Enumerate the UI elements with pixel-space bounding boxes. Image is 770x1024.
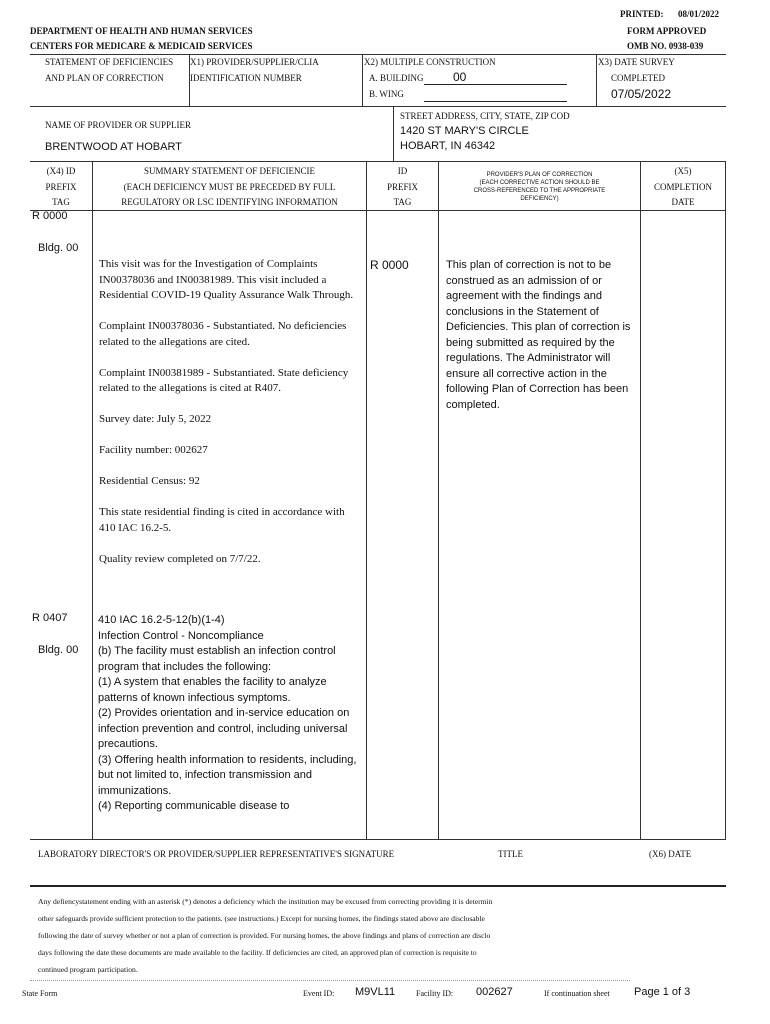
date-label: (X6) DATE [649, 849, 692, 859]
regulation-text: (2) Provides orientation and in-service education on infection prevention and control, including universal precautions. [98, 707, 350, 750]
omb-number: OMB NO. 0938-039 [627, 41, 704, 51]
id-tag-label: TAG [393, 197, 412, 207]
provider-id-label: X1) PROVIDER/SUPPLIER/CLIA [190, 57, 319, 67]
title-label: TITLE [498, 849, 523, 859]
regulation-text: (b) The facility must establish an infection control program that includes the following: [98, 645, 336, 673]
x4-id-label: (X4) ID [46, 166, 76, 176]
statement-label-2: AND PLAN OF CORRECTION [45, 73, 164, 83]
address-line-1: 1420 ST MARY'S CIRCLE [400, 125, 529, 137]
plan-of-correction-text: This plan of correction is not to be construed as an admission of or agreement with the findings and conclusions in the Statement of Deficiencies. This plan of correction is being submitted as required by the regulations. The Administrator will ensure all corrective action in the following Plan of Correction has been completed. [446, 259, 631, 411]
event-id-label: Event ID: [303, 989, 335, 998]
disclaimer-line: Any defiencystatement ending with an asterisk (*) denotes a deficiency which the institution may be excused from correcting providing it is determin [38, 897, 493, 906]
regulation-text: (3) Offering health information to residents, including, but not limited to, infection transmission and immunizations. [98, 753, 357, 797]
wing-label: B. WING [369, 89, 404, 99]
divider [393, 106, 394, 161]
event-id-value: M9VL11 [355, 986, 396, 998]
bldg-label: Bldg. 00 [38, 644, 79, 656]
continuation-label: If continuation sheet [544, 989, 610, 998]
id-label: ID [397, 166, 408, 176]
tag-r0000: R 0000 [32, 210, 68, 222]
x4-prefix-label: PREFIX [45, 182, 77, 192]
printed-date: 08/01/2022 [678, 9, 720, 19]
disclaimer-line: days following the date these documents are made available to the facility. If deficiencies are cited, an approved plan of correction is requisite to [38, 948, 477, 957]
date-survey-value: 07/05/2022 [611, 87, 672, 101]
summary-paragraph: This state residential finding is cited in accordance with 410 IAC 16.2-5. [99, 506, 345, 534]
x5-label: (X5) [674, 166, 692, 176]
summary-block-1 [99, 257, 361, 567]
divider [30, 210, 726, 211]
centers-title: CENTERS FOR MEDICARE & MEDICAID SERVICES [30, 41, 253, 51]
statement-label: STATEMENT OF DEFICIENCIES [45, 57, 174, 67]
column-divider [366, 161, 367, 839]
regulation-text: (4) Reporting communicable disease to [98, 800, 290, 812]
divider [30, 885, 726, 887]
poc-header-3: CROSS-REFERENCED TO THE APPROPRIATE [473, 188, 606, 194]
facility-id-label: Facility ID: [416, 989, 454, 998]
bldg-label: Bldg. 00 [38, 242, 79, 254]
poc-header: PROVIDER'S PLAN OF CORRECTION [486, 172, 593, 178]
summary-paragraph: Quality review completed on 7/7/22. [99, 552, 261, 565]
provider-name-label: NAME OF PROVIDER OR SUPPLIER [45, 120, 192, 130]
provider-name: BRENTWOOD AT HOBART [45, 141, 182, 153]
divider [30, 161, 726, 162]
department-title: DEPARTMENT OF HEALTH AND HUMAN SERVICES [30, 26, 253, 36]
summary-paragraph: Residential Census: 92 [99, 475, 200, 487]
signature-label: LABORATORY DIRECTOR'S OR PROVIDER/SUPPLIER REPRESENTATIVE'S SIGNATURE [38, 849, 395, 859]
summary-header-2: (EACH DEFICIENCY MUST BE PRECEDED BY FULL [123, 182, 336, 192]
date-survey-label-2: COMPLETED [611, 73, 665, 83]
divider [596, 54, 597, 106]
regulation-title: Infection Control - Noncompliance [98, 629, 264, 642]
regulation-citation: 410 IAC 16.2-5-12(b)(1-4) [98, 614, 225, 626]
divider [362, 54, 363, 106]
poc-header-2: (EACH CORRECTIVE ACTION SHOULD BE [479, 180, 600, 186]
id-tag-r0000: R 0000 [370, 258, 409, 272]
regulation-text: (1) A system that enables the facility to analyze patterns of known infectious symptoms. [98, 676, 327, 704]
provider-id-label-2: IDENTIFICATION NUMBER [190, 73, 302, 83]
disclaimer [38, 893, 728, 978]
divider [30, 106, 726, 107]
summary-paragraph: Survey date: July 5, 2022 [99, 413, 212, 425]
disclaimer-line: continued program participation. [38, 965, 138, 974]
column-divider [438, 161, 439, 839]
column-divider [640, 161, 641, 839]
summary-paragraph: Facility number: 002627 [99, 444, 208, 456]
poc-header-4: DEFICIENCY) [520, 196, 559, 202]
wing-underline [424, 101, 567, 102]
summary-header: SUMMARY STATEMENT OF DEFICIENCIE [143, 166, 316, 176]
date-survey-label: X3) DATE SURVEY [598, 57, 675, 67]
summary-block-2 [98, 613, 362, 815]
page-number: Page 1 of 3 [634, 986, 691, 998]
building-underline [424, 84, 567, 85]
divider [30, 980, 630, 981]
column-divider [92, 161, 93, 839]
address-line-2: HOBART, IN 46342 [400, 140, 496, 152]
facility-id-value: 002627 [476, 986, 513, 998]
tag-r0407: R 0407 [32, 612, 68, 624]
x5-completion-label: COMPLETION [654, 182, 712, 192]
summary-header-3: REGULATORY OR LSC IDENTIFYING INFORMATION [121, 197, 338, 207]
summary-paragraph: This visit was for the Investigation of Complaints IN00378036 and IN00381989. This visit included a Residential COVID-19 Quality Assurance Walk Through. [99, 258, 354, 301]
disclaimer-line: following the date of survey whether or not a plan of correction is provided. For nursing homes, the above findings and plans of correction are disclo [38, 931, 491, 940]
disclaimer-line: other safeguards provide sufficient protection to the patients. (see instructions.) Except for nursing homes, the findings stated above are disclosable [38, 914, 485, 923]
summary-paragraph: Complaint IN00378036 - Substantiated. No deficiencies related to the allegations are cited. [99, 320, 347, 348]
printed-label: PRINTED: [620, 9, 664, 19]
state-form-label: State Form [22, 989, 58, 998]
address-label: STREET ADDRESS, CITY, STATE, ZIP COD [400, 111, 570, 121]
table-right-border [725, 161, 726, 839]
form-approved: FORM APPROVED [627, 26, 707, 36]
divider [30, 839, 726, 840]
multiple-construction-label: X2) MULTIPLE CONSTRUCTION [364, 57, 496, 67]
x4-tag-label: TAG [52, 197, 70, 207]
x5-date-label: DATE [671, 197, 695, 207]
table-top-border [30, 54, 726, 55]
summary-paragraph: Complaint IN00381989 - Substantiated. State deficiency related to the allegations is cited at R407. [99, 366, 349, 394]
id-prefix-label: PREFIX [386, 182, 418, 192]
building-value: 00 [453, 70, 467, 84]
building-label: A. BUILDING [369, 73, 424, 83]
